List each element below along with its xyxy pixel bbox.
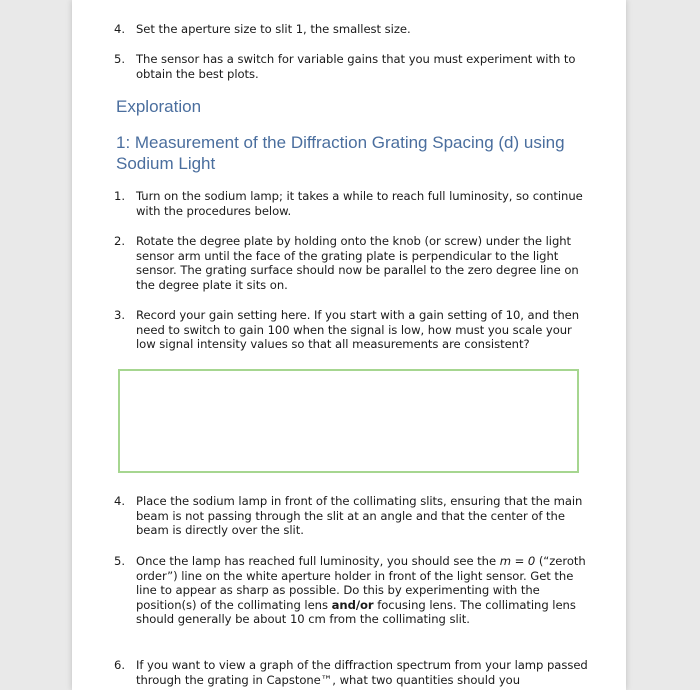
list-item-number: 2.: [114, 234, 125, 248]
document-page: [72, 0, 626, 690]
list-item-number: 6.: [114, 658, 125, 672]
list-item-text: Rotate the degree plate by holding onto the knob (or screw) under the light sensor arm until the face of the grating plate is perpendicular to the light sensor. The grating surface should now be parallel to the zero degree line on the degree plate it sits on.: [136, 234, 579, 292]
text-segment: (“zeroth order”) line on the white aperture holder in front of the light sensor. Get the line to appear as sharp as possible. Do this by experimenting with the position(s) of the collimating lens: [136, 554, 586, 612]
section-heading-exploration: Exploration: [116, 97, 202, 116]
list-item: [114, 234, 594, 292]
list-item: [114, 52, 594, 81]
answer-text-box[interactable]: [118, 369, 579, 473]
list-item-number: 5.: [114, 52, 125, 66]
list-item-text: The sensor has a switch for variable gains that you must experiment with to obtain the best plots.: [136, 52, 576, 81]
text-segment: focusing lens. The collimating lens should generally be about 10 cm from the collimating slit.: [136, 597, 576, 627]
list-item-text: Turn on the sodium lamp; it takes a while to reach full luminosity, so continue with the procedures below.: [136, 189, 583, 218]
list-item: [114, 22, 594, 37]
list-item: [114, 308, 594, 352]
list-item-number: 1.: [114, 189, 125, 203]
list-item: [114, 554, 594, 627]
list-item-number: 3.: [114, 308, 125, 322]
list-item-text: [136, 554, 594, 627]
list-item: [114, 189, 594, 218]
list-item-number: 4.: [114, 494, 125, 508]
list-item: [114, 658, 594, 687]
math-expression: m = 0: [499, 554, 536, 568]
subsection-heading: 1: Measurement of the Diffraction Grating Spacing (d) using Sodium Light: [116, 133, 565, 173]
list-item-text: If you want to view a graph of the diffraction spectrum from your lamp passed through the grating in Capstone™, what two quantities should you: [136, 658, 588, 687]
text-segment: Once the lamp has reached full luminosity, you should see the: [136, 554, 500, 568]
list-item-text: Place the sodium lamp in front of the collimating slits, ensuring that the main beam is not passing through the slit at an angle and that the center of the beam is directly over the slit.: [136, 494, 583, 538]
list-item-text: Record your gain setting here. If you start with a gain setting of 10, and then need to switch to gain 100 when the signal is low, how must you scale your low signal intensity values so that all measurements are consistent?: [136, 308, 580, 352]
list-item-number: 5.: [114, 554, 125, 568]
list-item-text: Set the aperture size to slit 1, the smallest size.: [136, 22, 411, 36]
list-item: [114, 494, 594, 538]
list-item-number: 4.: [114, 22, 125, 36]
bold-text: and/or: [331, 597, 374, 612]
